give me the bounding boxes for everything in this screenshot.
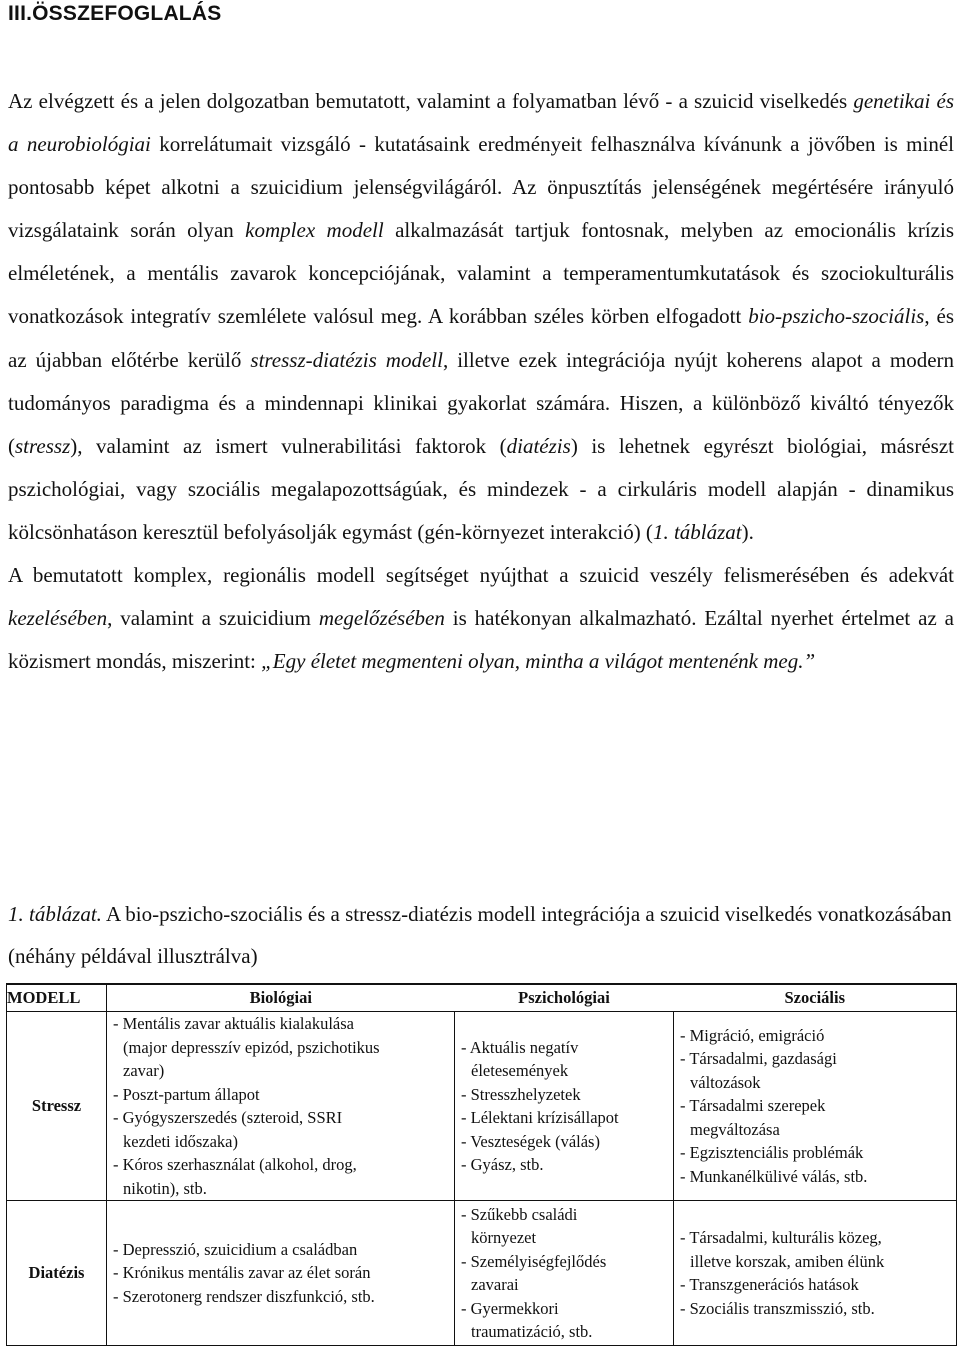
list-item: illetve korszak, amiben élünk [690, 1251, 885, 1271]
table-row-stressz [7, 1012, 957, 1201]
cell-diatezis-social [674, 1201, 957, 1346]
list-item: megváltozása [690, 1119, 780, 1139]
list-item: - Kóros szerhasználat (alkohol, drog, [113, 1155, 357, 1174]
paragraph2-segment: , valamint a szuicidium [107, 606, 319, 631]
list-item: - Szociális transzmisszió, stb. [680, 1298, 875, 1318]
table-row-diatezis [7, 1201, 957, 1346]
list-item: változások [690, 1072, 761, 1092]
table-caption-label: 1. táblázat. [8, 902, 102, 926]
paragraph1-segment: genetikai és a neurobiológiai [8, 89, 954, 157]
list-item: - Krónikus mentális zavar az élet során [113, 1263, 371, 1283]
cell-stressz-social [674, 1012, 957, 1201]
list-item: környezet [471, 1228, 537, 1247]
header-model: MODELL [7, 984, 107, 1012]
list-item: kezdeti időszaka) [123, 1131, 238, 1151]
table-header-row [7, 984, 957, 1012]
table-caption [8, 893, 954, 977]
list-item: - Személyiségfejlődés [461, 1251, 607, 1271]
paragraph2-segment: megelőzésében [318, 606, 445, 631]
header-psychological: Pszichológiai [455, 984, 674, 1012]
paragraph1-segment: bio-pszicho-szociális [748, 304, 925, 329]
paragraph1-segment: 1. táblázat [652, 519, 742, 544]
cell-diatezis-biological [107, 1201, 455, 1346]
cell-stressz-psychological [455, 1012, 674, 1201]
paragraph1-segment: ). [741, 519, 754, 544]
list-item: zavar) [123, 1061, 165, 1080]
list-item: - Stresszhelyzetek [461, 1084, 581, 1104]
list-item: - Gyógyszerszedés (szteroid, SSRI [113, 1108, 343, 1127]
summary-paragraph-1 [8, 80, 954, 554]
paragraph1-segment: ), valamint az ismert vulnerabilitási faktorok ( [70, 433, 507, 458]
cell-stressz-biological [107, 1012, 455, 1201]
list-item: - Társadalmi szerepek [680, 1096, 826, 1116]
list-item: - Aktuális negatív [461, 1037, 579, 1057]
row-label-stressz: Stressz [7, 1012, 107, 1201]
paragraph2-segment: is hatékonyan alkalmazható. Ezáltal nyerhet értelmet az a közismert mondás, miszerint: [8, 606, 955, 674]
list-item: - Veszteségek (válás) [461, 1131, 600, 1151]
paragraph2-segment: „Egy életet megmenteni olyan, mintha a világot mentenénk meg.” [261, 649, 816, 674]
list-item: - Társadalmi, kulturális közeg, [680, 1228, 882, 1247]
paragraph2-segment: A bemutatott komplex, regionális modell segítséget nyújthat a szuicid veszély felismerésében és adekvát [8, 563, 954, 588]
paragraph1-segment: komplex modell [245, 218, 384, 243]
header-social: Szociális [674, 984, 957, 1012]
table-caption-text: A bio-pszicho-szociális és a stressz-diatézis modell integrációja a szuicid viselkedés vonatkozásában (néhány példával illusztrálva) [8, 902, 952, 968]
paragraph1-segment: diatézis [506, 433, 571, 458]
list-item: (major depresszív epizód, pszichotikus [123, 1037, 380, 1057]
list-item: - Társadalmi, gazdasági [680, 1049, 837, 1069]
list-item: nikotin), stb. [123, 1178, 207, 1198]
cell-diatezis-psychological [455, 1201, 674, 1346]
list-item: - Transzgenerációs hatások [680, 1275, 859, 1294]
paragraph1-segment: stressz-diatézis modell [250, 347, 443, 372]
list-item: zavarai [471, 1275, 519, 1294]
paragraph1-segment: stressz [15, 433, 71, 458]
list-item: - Depresszió, szuicidium a családban [113, 1239, 358, 1259]
list-item: - Poszt-partum állapot [113, 1084, 260, 1104]
list-item: - Szűkebb családi [461, 1204, 578, 1224]
list-item: - Mentális zavar aktuális kialakulása [113, 1014, 354, 1033]
list-item: - Gyász, stb. [461, 1155, 544, 1174]
list-item: életesemények [471, 1061, 569, 1080]
section-heading: III.ÖSSZEFOGLALÁS [8, 2, 222, 25]
list-item: - Gyermekkori [461, 1298, 559, 1318]
row-label-diatezis: Diatézis [28, 1263, 85, 1283]
paragraph1-segment: ) is lehetnek egyrészt biológiai, másrészt pszichológiai, vagy szociális megalapozottságúak, és mindezek - a cirkuláris modell alapján - dinamikus kölcsönhatáson keresztül befolyásolják egymást (gén-környezet interakció) ( [8, 433, 954, 544]
list-item: - Migráció, emigráció [680, 1025, 825, 1045]
list-item: - Lélektani krízisállapot [461, 1108, 619, 1127]
paragraph1-segment: alkalmazását tartjuk fontosnak, melyben az emocionális krízis elméletének, a mentális zavarok koncepciójának, valamint a temperamentumkutatások és szociokulturális vonatkozások integratív szemlélete valósul meg. A korábban széles körben elfogadott [8, 218, 954, 329]
paragraph2-segment: kezelésében [8, 606, 108, 631]
list-item: - Szerotonerg rendszer diszfunkció, stb. [113, 1286, 375, 1306]
model-table [6, 983, 957, 1346]
list-item: traumatizáció, stb. [471, 1322, 593, 1341]
list-item: - Munkanélkülivé válás, stb. [680, 1166, 868, 1186]
header-biological: Biológiai [107, 984, 455, 1012]
paragraph1-segment: Az elvégzett és a jelen dolgozatban bemutatott, valamint a folyamatban lévő - a szuicid viselkedés [8, 89, 854, 113]
paragraph1-segment: , illetve ezek integrációja nyújt koherens alapot a modern tudományos paradigma és a mindennapi klinikai gyakorlat számára. Hiszen, a különböző kiváltó tényezők ( [8, 347, 955, 458]
list-item: - Egzisztenciális problémák [680, 1143, 864, 1163]
summary-paragraph-2 [8, 554, 954, 683]
paragraph1-segment: korrelátumait vizsgáló - kutatásaink eredményeit felhasználva kívánunk a jövőben is minél pontosabb képet alkotni a szuicidium jelenségvilágáról. Az önpusztítás jelenségének megértésére irányuló vizsgálataink során olyan [8, 132, 954, 243]
paragraph1-segment: , és az újabban előtérbe kerülő [8, 304, 955, 372]
summary-body [8, 80, 954, 683]
